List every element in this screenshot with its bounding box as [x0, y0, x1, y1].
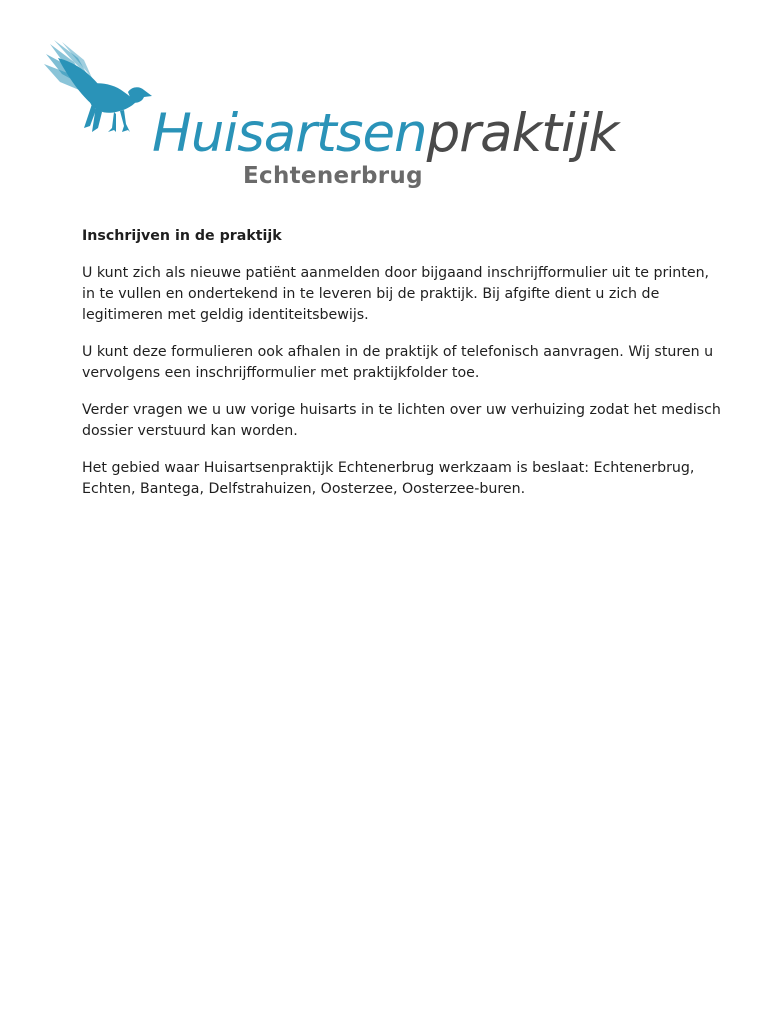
logo-wordmark [152, 104, 618, 164]
paragraph-forms-pickup: U kunt deze formulieren ook afhalen in de praktijk of telefonisch aanvragen. Wij sturen u vervolgens een inschrijfformulier met praktijkfolder toe. [82, 344, 714, 381]
paragraph-service-area: Het gebied waar Huisartsenpraktijk Echtenerbrug werkzaam is beslaat: Echtenerbrug, Echten, Bantega, Delfstrahuizen, Oosterzee, Oosterzee-buren. [82, 460, 695, 497]
bird-icon [44, 40, 154, 136]
paragraph-registration: U kunt zich als nieuwe patiënt aanmelden door bijgaand inschrijfformulier uit te printen, in te vullen en ondertekend in te leveren bij de praktijk. Bij afgifte dient u zich de legitimeren met geldig identiteitsbewijs. [82, 265, 710, 323]
logo-subtitle: Echtenerbrug [243, 163, 423, 189]
logo-name-part2: praktijk [426, 103, 619, 164]
letterhead [0, 0, 770, 210]
document-heading: Inschrijven in de praktijk [82, 228, 282, 244]
logo-name-part1: Huisartsen [152, 103, 427, 164]
document-body [82, 226, 722, 516]
paragraph-previous-gp: Verder vragen we u uw vorige huisarts in te lichten over uw verhuizing zodat het medisch dossier verstuurd kan worden. [82, 402, 721, 439]
